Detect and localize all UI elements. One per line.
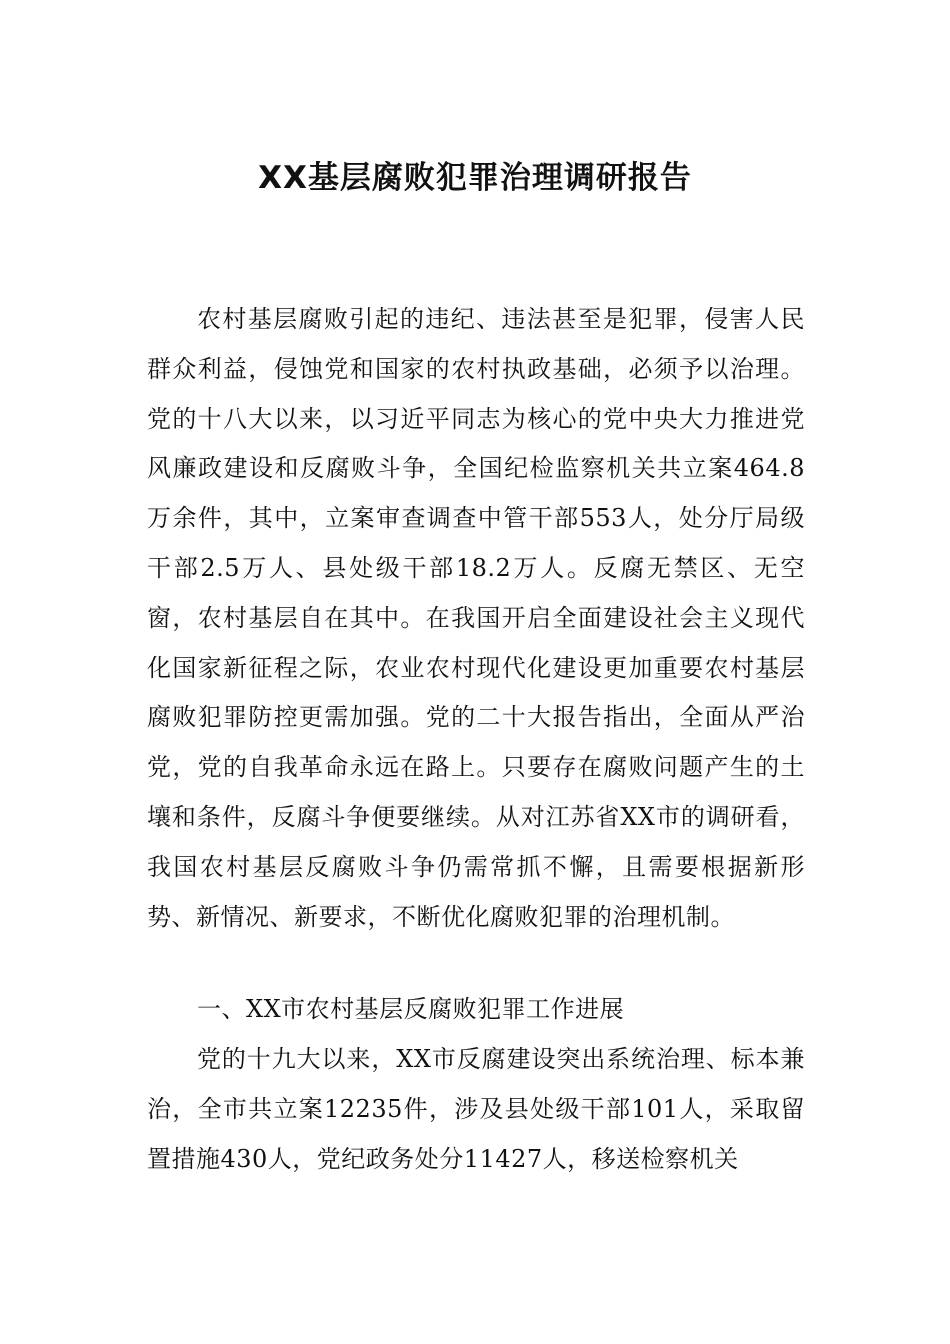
intro-paragraph: 农村基层腐败引起的违纪、违法甚至是犯罪，侵害人民群众利益，侵蚀党和国家的农村执政基础，必须予以治理。党的十八大以来，以习近平同志为核心的党中央大力推进党风廉政建设和反腐败斗争，全国纪检监察机关共立案464.8万余件，其中，立案审查调查中管干部553人，处分厅局级干部2.5万人、县处级干部18.2万人。反腐无禁区、无空窗，农村基层自在其中。在我国开启全面建设社会主义现代化国家新征程之际，农业农村现代化建设更加重要农村基层腐败犯罪防控更需加强。党的二十大报告指出，全面从严治党，党的自我革命永远在路上。只要存在腐败问题产生的土壤和条件，反腐斗争便要继续。从对江苏省XX市的调研看，我国农村基层反腐败斗争仍需常抓不懈，且需要根据新形势、新情况、新要求，不断优化腐败犯罪的治理机制。 — [147, 305, 805, 931]
section-paragraph: 党的十九大以来，XX市反腐建设突出系统治理、标本兼治，全市共立案12235件，涉及县处级干部101人，采取留置措施430人，党纪政务处分11427人，移送检察机关 — [147, 1045, 805, 1173]
document-title: XX基层腐败犯罪治理调研报告 — [258, 160, 692, 196]
section-heading: 一、XX市农村基层反腐败犯罪工作进展 — [197, 995, 625, 1023]
